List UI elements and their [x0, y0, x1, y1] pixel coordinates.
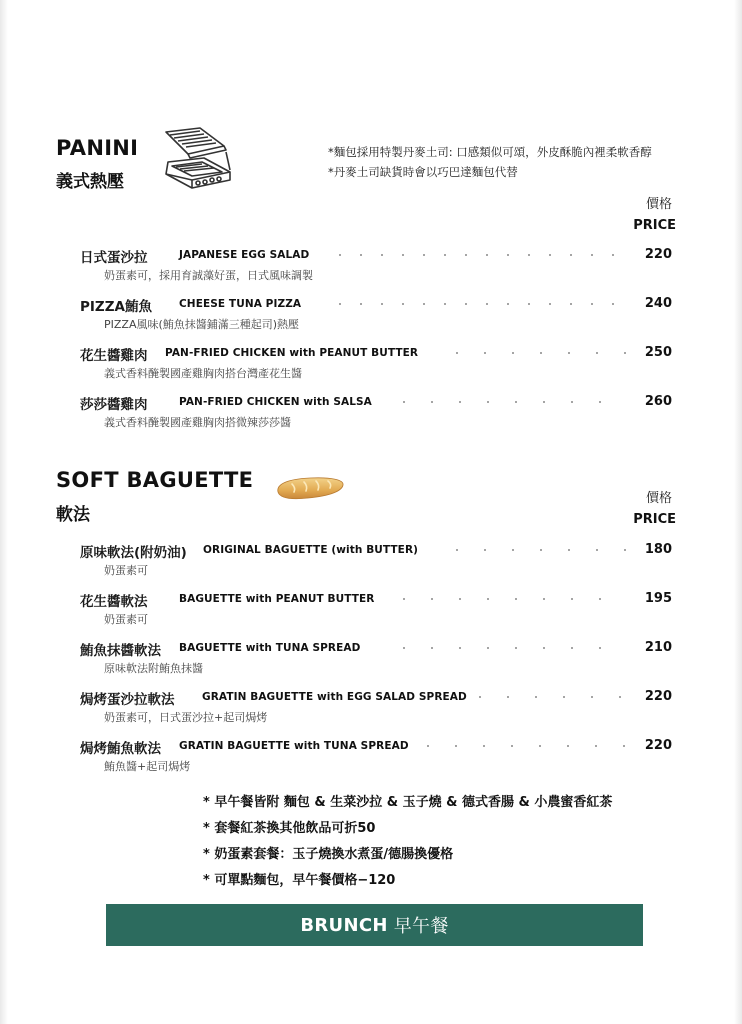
leader-dots: [338, 301, 632, 307]
leader-dots: [402, 596, 632, 602]
page-edge-left: [0, 0, 8, 1024]
item-name-zh: 原味軟法(附奶油): [80, 545, 187, 561]
panini-note-2: *丹麥土司缺貨時會以巧巴達麵包代替: [328, 165, 518, 179]
item-name-en: BAGUETTE with TUNA SPREAD: [179, 642, 361, 654]
menu-item: [80, 688, 672, 708]
item-name-zh: PIZZA鮪魚: [80, 299, 152, 315]
item-price: 250: [644, 345, 672, 360]
brunch-banner-en: BRUNCH: [300, 914, 388, 936]
item-name-zh: 日式蛋沙拉: [80, 250, 148, 266]
item-name-en: PAN-FRIED CHICKEN with PEANUT BUTTER: [165, 347, 419, 359]
panini-price-head-zh: 價格: [645, 197, 672, 212]
item-name-zh: 鮪魚抹醬軟法: [80, 643, 161, 659]
leader-dots: [455, 547, 632, 553]
item-name-zh: 焗烤鮪魚軟法: [80, 741, 161, 757]
baguette-price-head-zh: 價格: [645, 491, 672, 506]
panini-title-zh: 義式熱壓: [56, 172, 124, 192]
item-name-zh: 莎莎醬雞肉: [80, 397, 148, 413]
baguette-title-zh: 軟法: [56, 505, 90, 525]
brunch-note: * 套餐紅茶換其他飲品可折50: [203, 821, 376, 836]
brunch-note: * 奶蛋素套餐：玉子燒換水煮蛋/德腸換優格: [203, 847, 454, 862]
leader-dots: [402, 399, 632, 405]
item-name-zh: 花生醬雞肉: [80, 348, 148, 364]
baguette-icon: [274, 474, 346, 506]
menu-item: [80, 541, 672, 561]
page-edge-right: [734, 0, 742, 1024]
brunch-banner: [106, 904, 643, 946]
leader-dots: [426, 743, 632, 749]
item-name-en: PAN-FRIED CHICKEN with SALSA: [179, 396, 372, 408]
item-price: 260: [644, 394, 672, 409]
item-description: 奶蛋素可: [104, 613, 148, 626]
item-price: 220: [644, 689, 672, 704]
item-description: 奶蛋素可，採用育誠藻好蛋，日式風味調製: [104, 269, 313, 282]
item-description: 奶蛋素可: [104, 564, 148, 577]
panini-price-head-en: PRICE: [633, 218, 676, 233]
item-name-en: GRATIN BAGUETTE with TUNA SPREAD: [179, 740, 409, 752]
item-name-zh: 焗烤蛋沙拉軟法: [80, 692, 175, 708]
item-description: 原味軟法附鮪魚抹醬: [104, 662, 203, 675]
item-description: 鮪魚醬+起司焗烤: [104, 760, 191, 773]
brunch-note: * 可單點麵包，早午餐價格−120: [203, 873, 396, 888]
menu-item: [80, 344, 672, 364]
item-description: 義式香料醃製國產雞胸肉搭台灣產花生醬: [104, 367, 302, 380]
item-price: 240: [644, 296, 672, 311]
item-description: 奶蛋素可，日式蛋沙拉+起司焗烤: [104, 711, 268, 724]
item-price: 180: [644, 542, 672, 557]
item-price: 220: [644, 247, 672, 262]
menu-item: [80, 737, 672, 757]
item-name-en: CHEESE TUNA PIZZA: [179, 298, 302, 310]
menu-item: [80, 246, 672, 266]
panini-note-1: *麵包採用特製丹麥土司: 口感類似可頌，外皮酥脆內裡柔軟香醇: [328, 145, 652, 159]
menu-item: [80, 393, 672, 413]
item-name-zh: 花生醬軟法: [80, 594, 148, 610]
item-name-en: GRATIN BAGUETTE with EGG SALAD SPREAD: [202, 691, 467, 703]
menu-item: [80, 590, 672, 610]
panini-press-icon: [160, 124, 234, 198]
leader-dots: [478, 694, 632, 700]
menu-item: [80, 295, 672, 315]
item-name-en: ORIGINAL BAGUETTE (with BUTTER): [203, 544, 419, 556]
baguette-title-en: SOFT BAGUETTE: [56, 468, 254, 492]
panini-title-en: PANINI: [56, 136, 139, 160]
item-price: 210: [644, 640, 672, 655]
brunch-banner-zh: 早午餐: [393, 916, 449, 937]
item-description: PIZZA風味(鮪魚抹醬鋪滿三種起司)熱壓: [104, 318, 300, 331]
brunch-note: * 早午餐皆附 麵包 & 生菜沙拉 & 玉子燒 & 德式香腸 & 小農蜜香紅茶: [203, 795, 613, 810]
leader-dots: [402, 645, 632, 651]
leader-dots: [455, 350, 632, 356]
item-name-en: JAPANESE EGG SALAD: [179, 249, 310, 261]
item-name-en: BAGUETTE with PEANUT BUTTER: [179, 593, 375, 605]
item-price: 220: [644, 738, 672, 753]
leader-dots: [338, 252, 632, 258]
baguette-price-head-en: PRICE: [633, 512, 676, 527]
item-description: 義式香料醃製國產雞胸肉搭微辣莎莎醬: [104, 416, 291, 429]
item-price: 195: [644, 591, 672, 606]
menu-item: [80, 639, 672, 659]
